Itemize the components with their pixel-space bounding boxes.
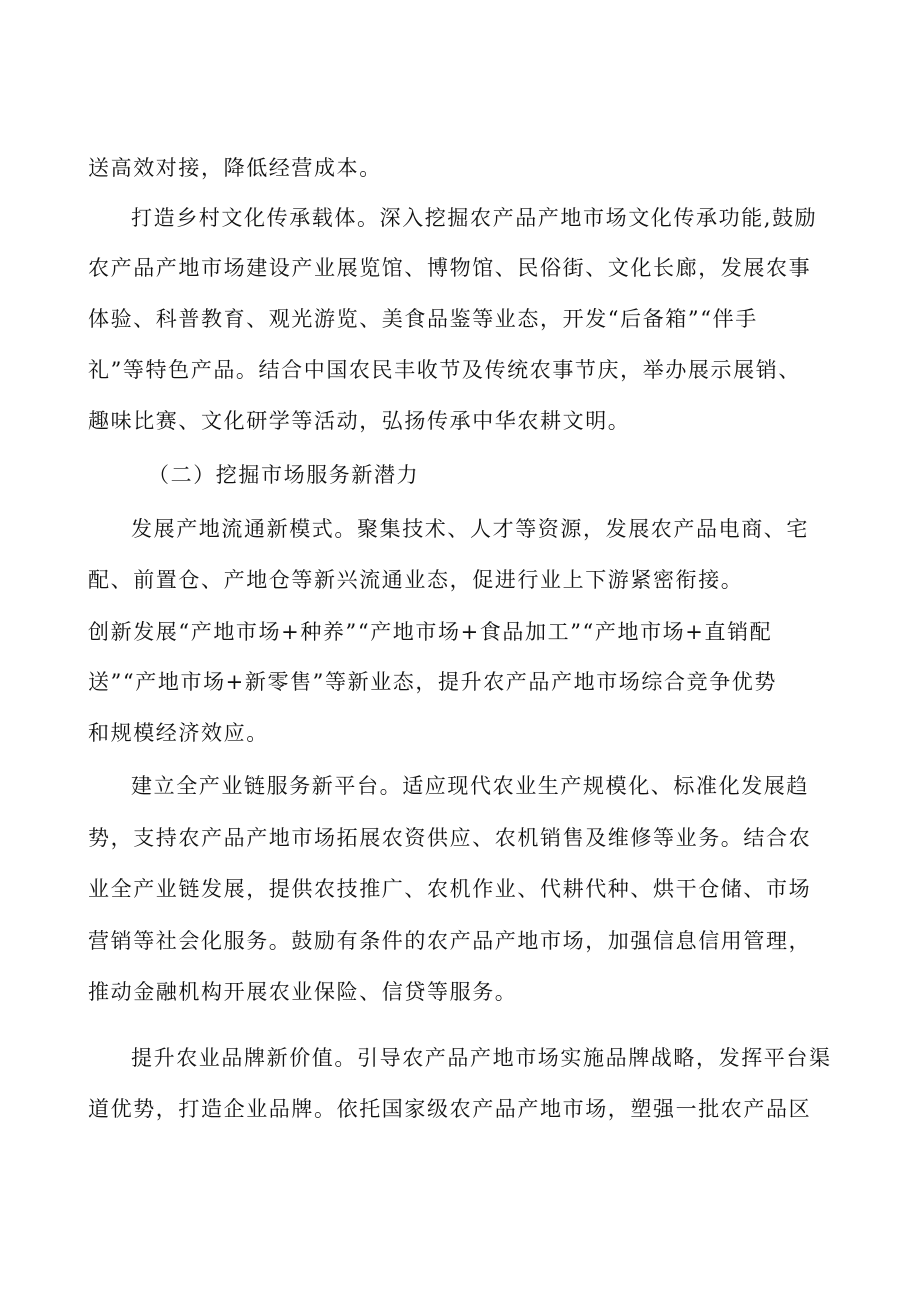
paragraph-first-line: 提升农业品牌新价值。引导农产品产地市场实施品牌战略，发挥平台渠: [131, 1046, 832, 1070]
paragraph-first-line: 建立全产业链服务新平台。适应现代农业生产规模化、标准化发展趋: [131, 774, 809, 798]
text-line: 和规模经济效应。: [88, 721, 269, 745]
text-line: 体验、科普教育、观光游览、美食品鉴等业态，开发“后备箱”“伴手: [88, 307, 758, 331]
text-line: 礼”等特色产品。结合中国农民丰收节及传统农事节庆，举办展示展销、: [88, 358, 801, 382]
text-line: 农产品产地市场建设产业展览馆、博物馆、民俗街、文化长廊，发展农事: [88, 256, 812, 280]
text-line: 送”“产地市场+新零售”等新业态，提升农产品产地市场综合竞争优势: [88, 670, 778, 694]
text-line: 配、前置仓、产地仓等新兴流通业态，促进行业上下游紧密衔接。: [88, 568, 744, 592]
text-line: 营销等社会化服务。鼓励有条件的农产品产地市场，加强信息信用管理，: [88, 929, 812, 953]
text-line: 推动金融机构开展农业保险、信贷等服务。: [88, 980, 518, 1004]
paragraph-first-line: 发展产地流通新模式。聚集技术、人才等资源，发展农产品电商、宅: [131, 517, 809, 541]
text-line: 道优势，打造企业品牌。依托国家级农产品产地市场，塑强一批农产品区: [88, 1097, 812, 1121]
text-line: 创新发展“产地市场+种养”“产地市场+食品加工”“产地市场+直销配: [88, 620, 773, 644]
text-line: 势，支持农产品产地市场拓展农资供应、农机销售及维修等业务。结合农: [88, 826, 812, 850]
paragraph-first-line: 打造乡村文化传承载体。深入挖掘农产品产地市场文化传承功能,鼓励: [131, 206, 818, 230]
section-heading: （二）挖掘市场服务新潜力: [148, 463, 420, 487]
text-line: 送高效对接，降低经营成本。: [88, 156, 382, 180]
text-line: 业全产业链发展，提供农技推广、农机作业、代耕代种、烘干仓储、市场: [88, 877, 812, 901]
text-line: 趣味比赛、文化研学等活动，弘扬传承中华农耕文明。: [88, 409, 631, 433]
